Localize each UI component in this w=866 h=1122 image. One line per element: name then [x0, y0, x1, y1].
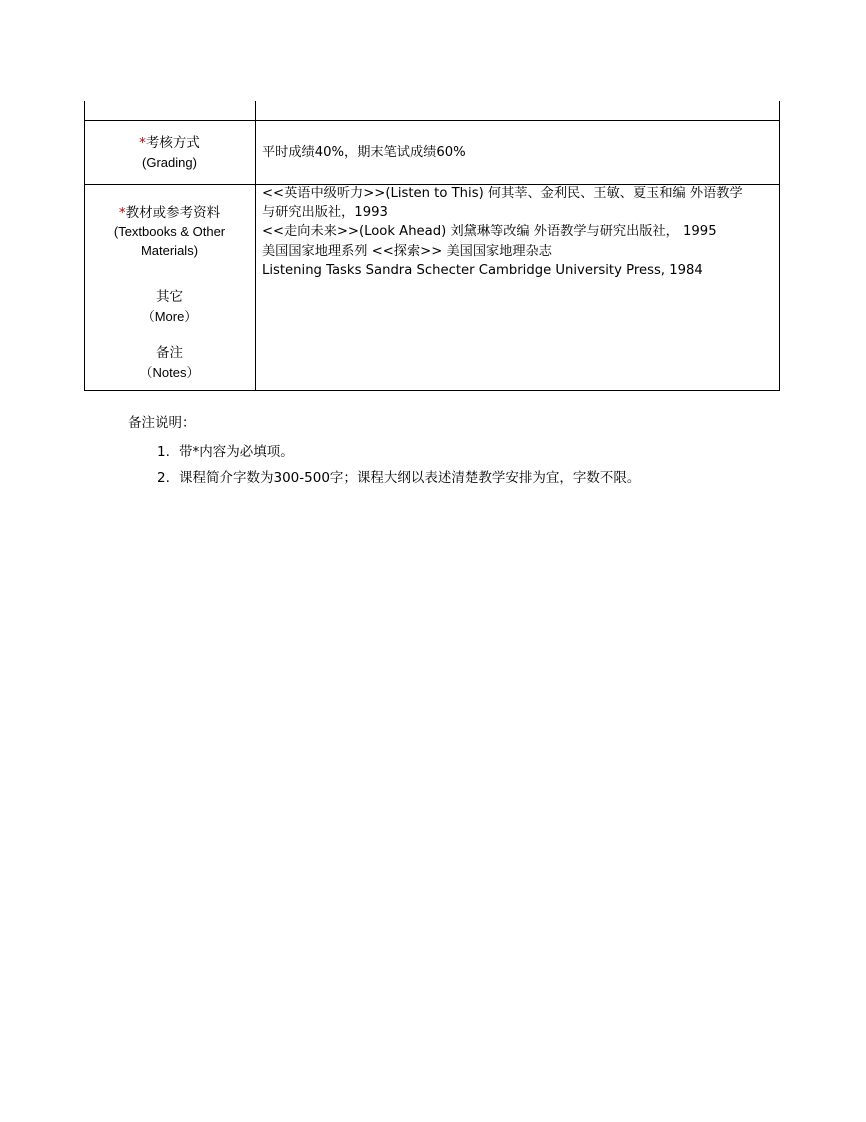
- required-mark: *: [118, 205, 126, 221]
- row-divider-top: [84, 120, 780, 121]
- required-mark: *: [139, 135, 146, 151]
- list-item-number: 2.: [157, 470, 170, 486]
- notes-label-zh: 备注: [156, 345, 183, 361]
- textbooks-content: [262, 184, 743, 280]
- grading-text: 平时成绩40%，期末笔试成绩60%: [262, 145, 466, 160]
- grading-label-en: (Grading): [142, 155, 197, 170]
- list-item-text: 带*内容为必填项。: [179, 444, 294, 460]
- more-label-en: （More）: [141, 309, 198, 324]
- list-item: [128, 465, 640, 491]
- textbooks-label-zh: *教材或参考资料: [118, 205, 221, 221]
- notes-title: 备注说明：: [128, 415, 196, 431]
- course-info-table: [84, 101, 780, 391]
- grading-label: [84, 134, 255, 172]
- reference-line: Listening Tasks Sandra Schecter Cambridge University Press, 1984: [262, 262, 703, 278]
- more-label: [84, 288, 255, 326]
- notes-list: [128, 439, 640, 491]
- table-bottom-border: [84, 390, 780, 391]
- reference-line: 与研究出版社，1993: [262, 205, 388, 221]
- reference-line: <<英语中级听力>>(Listen to This) 何其莘、金利民、王敏、夏玉和编 外语教学: [262, 186, 743, 201]
- grading-label-zh: *考核方式: [139, 135, 200, 151]
- table-right-border: [779, 101, 780, 391]
- table-column-divider: [255, 101, 256, 391]
- notes-section: [128, 413, 640, 491]
- textbooks-label-en: (Textbooks & Other Materials): [113, 224, 226, 258]
- textbooks-label: [84, 204, 255, 260]
- notes-label-en: （Notes）: [139, 365, 200, 380]
- reference-line: 美国国家地理系列 <<探索>> 美国国家地理杂志: [262, 243, 552, 259]
- more-label-zh: 其它: [156, 289, 183, 305]
- list-item-text: 课程简介字数为300-500字；课程大纲以表述清楚教学安排为宜，字数不限。: [179, 470, 641, 486]
- notes-label: [84, 344, 255, 382]
- list-item: [128, 439, 640, 465]
- grading-content: [262, 143, 466, 162]
- list-item-number: 1.: [157, 444, 170, 460]
- reference-line: <<走向未来>>(Look Ahead) 刘黛琳等改编 外语教学与研究出版社， 1995: [262, 224, 717, 240]
